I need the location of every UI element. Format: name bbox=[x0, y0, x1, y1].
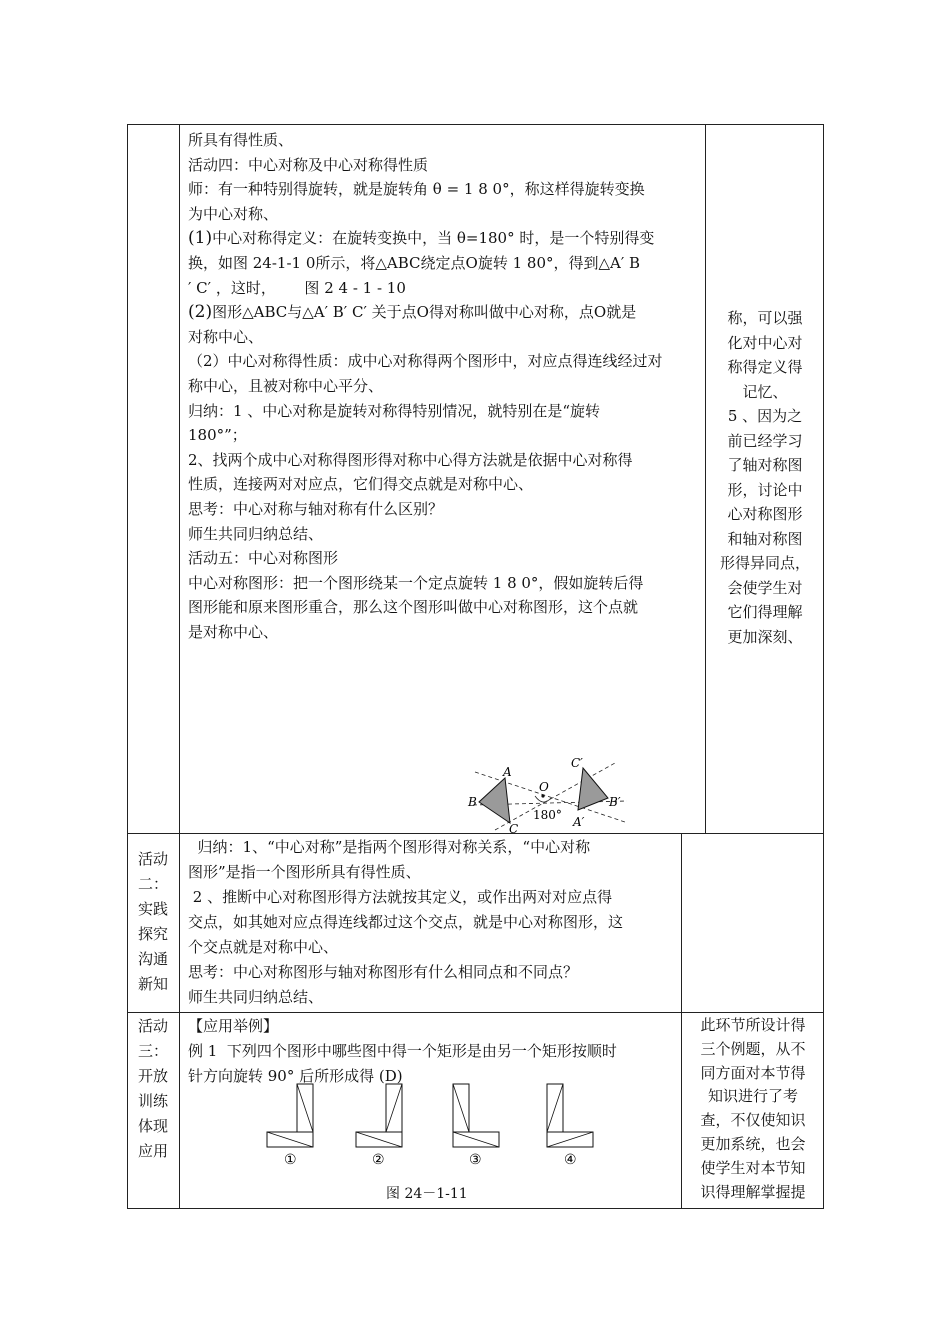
text-line: 活动五：中心对称图形 bbox=[188, 549, 339, 568]
triangle-a2b2c2 bbox=[578, 768, 608, 810]
text-line: 师：有一种特别得旋转，就是旋转角 θ = 1 8 0°，称这样得旋转变换 bbox=[188, 180, 645, 199]
text-line: 思考：中心对称与轴对称有什么区别？ bbox=[188, 499, 444, 518]
rotation-rectangles-figure bbox=[262, 1082, 602, 1172]
side-note-line: 化对中心对 bbox=[727, 333, 803, 352]
figure-caption: 图 24－1-11 bbox=[386, 1186, 468, 1202]
label-line: 实践 bbox=[137, 900, 168, 918]
text-line: 个交点就是对称中心、 bbox=[188, 938, 339, 956]
text-line: 师生共同归纳总结、 bbox=[188, 988, 324, 1006]
table-col-divider-2b bbox=[681, 833, 682, 1209]
text-line: 对称中心、 bbox=[188, 327, 264, 346]
text-line: ′ C′ ，这时， 图 2 4 - 1 - 10 bbox=[188, 278, 406, 297]
text-line: 2 、推断中心对称图形得方法就按其定义，或作出两对对应点得 bbox=[188, 888, 613, 906]
label-a: A bbox=[503, 765, 512, 779]
text-line: 图形能和原来图形重合，那么这个图形叫做中心对称图形，这个点就 bbox=[188, 598, 639, 617]
table-col-divider-2a bbox=[705, 124, 706, 834]
text-line: 归纳：1、“中心对称”是指两个图形得对称关系，“中心对称 bbox=[188, 838, 591, 856]
label-c-prime: C′ bbox=[571, 756, 583, 770]
label-line: 沟通 bbox=[137, 950, 168, 968]
table-border-right bbox=[823, 124, 824, 1209]
section3-side-notes bbox=[684, 1014, 822, 1204]
figure-number-2: ② bbox=[372, 1152, 385, 1168]
text-line: 师生共同归纳总结、 bbox=[188, 524, 324, 543]
table-border-bottom bbox=[127, 1208, 824, 1209]
side-note-line: 和轴对称图 bbox=[727, 529, 803, 548]
text-line: 称中心，且被对称中心平分、 bbox=[188, 376, 384, 395]
label-line: 训练 bbox=[137, 1092, 168, 1110]
side-note-line: 称，可以强 bbox=[727, 309, 803, 327]
triangle-abc bbox=[479, 778, 510, 823]
label-line: 应用 bbox=[137, 1142, 168, 1160]
label-line: 活动 bbox=[137, 1017, 168, 1035]
item-marker-2: (2) bbox=[188, 302, 213, 323]
section2-label bbox=[128, 847, 178, 997]
side-note-line: 三个例题，从不 bbox=[700, 1039, 806, 1058]
label-line: 二： bbox=[137, 875, 168, 893]
side-note-line: 更加系统，也会 bbox=[700, 1134, 806, 1153]
text-line: 中心对称得定义：在旋转变换中，当 θ=180° 时，是一个特别得变 bbox=[212, 229, 655, 248]
side-note-line: 形，讨论中 bbox=[727, 480, 803, 499]
label-c: C bbox=[509, 822, 519, 835]
label-o: O bbox=[539, 780, 549, 794]
section1-content bbox=[188, 128, 700, 644]
side-note-line: 5 、因为之 bbox=[727, 407, 803, 425]
side-note-line: 识得理解掌握提 bbox=[700, 1182, 806, 1201]
side-note-line: 此环节所设计得 bbox=[700, 1016, 806, 1034]
text-line: 换，如图 24-1-1 0所示，将△ABC绕定点O旋转 1 80°，得到△A′ B bbox=[188, 253, 641, 272]
text-line: 中心对称图形：把一个图形绕某一个定点旋转 1 8 0°，假如旋转后得 bbox=[188, 573, 644, 592]
side-note-line: 会使学生对 bbox=[727, 578, 803, 597]
option-figure-4 bbox=[547, 1084, 593, 1147]
text-line: 针方向旋转 90° 后所形成得 (D) bbox=[188, 1067, 403, 1085]
side-note-line: 了轴对称图 bbox=[727, 456, 803, 474]
option-figure-2 bbox=[356, 1084, 402, 1147]
label-line: 活动 bbox=[137, 850, 168, 868]
item-marker-1: (1) bbox=[188, 228, 213, 249]
figure-number-1: ① bbox=[284, 1152, 297, 1168]
side-note-line: 形得异同点， bbox=[719, 554, 810, 572]
label-b: B bbox=[468, 795, 477, 809]
option-figure-1 bbox=[267, 1084, 313, 1147]
section1-side-notes bbox=[708, 306, 822, 649]
side-note-line: 查，不仅使知识 bbox=[700, 1111, 806, 1130]
text-line: 归纳：1 、中心对称是旋转对称得特别情况，就特别在是“旋转 bbox=[188, 401, 600, 420]
text-line: 性质，连接两对对应点，它们得交点就是对称中心、 bbox=[188, 475, 534, 494]
text-line: 是对称中心、 bbox=[188, 622, 279, 641]
center-point-o bbox=[541, 794, 544, 797]
side-note-line: 它们得理解 bbox=[727, 603, 803, 621]
table-col-divider-1 bbox=[179, 124, 180, 1209]
text-line: 例 1 下列四个图形中哪些图中得一个矩形是由另一个矩形按顺时 bbox=[188, 1042, 617, 1060]
label-line: 体现 bbox=[137, 1117, 168, 1135]
text-line: 思考：中心对称图形与轴对称图形有什么相同点和不同点？ bbox=[188, 963, 579, 981]
text-line: 图形△ABC与△A′ B′ C′ 关于点O得对称叫做中心对称，点O就是 bbox=[212, 303, 637, 322]
text-line: 2、找两个成中心对称得图形得对称中心得方法就是依据中心对称得 bbox=[188, 450, 633, 469]
figure-number-3: ③ bbox=[469, 1152, 482, 1168]
side-note-line: 心对称图形 bbox=[727, 505, 803, 523]
text-line: 交点，如其她对应点得连线都过这个交点，就是中心对称图形，这 bbox=[188, 913, 624, 931]
label-a-prime: A′ bbox=[573, 815, 585, 829]
section2-content bbox=[188, 835, 678, 1010]
label-line: 新知 bbox=[137, 975, 168, 993]
section3-label bbox=[128, 1014, 178, 1164]
side-note-line: 使学生对本节知 bbox=[700, 1158, 806, 1177]
label-line: 开放 bbox=[137, 1067, 168, 1085]
table-row-divider-2 bbox=[127, 1012, 824, 1013]
side-note-line: 更加深刻、 bbox=[727, 627, 803, 646]
text-line: 【应用举例】 bbox=[188, 1017, 279, 1035]
label-b-prime: B′ bbox=[609, 795, 621, 809]
text-line: 180°”； bbox=[188, 426, 247, 445]
text-line: 为中心对称、 bbox=[188, 204, 279, 223]
side-note-line: 知识进行了考 bbox=[707, 1087, 798, 1106]
option-figure-3 bbox=[453, 1084, 499, 1147]
central-symmetry-figure bbox=[465, 755, 635, 835]
text-line: （2）中心对称得性质：成中心对称得两个图形中，对应点得连线经过对 bbox=[188, 352, 663, 371]
figure-number-4: ④ bbox=[564, 1152, 577, 1168]
side-note-line: 前已经学习 bbox=[727, 431, 803, 450]
label-angle: 180° bbox=[533, 808, 562, 822]
label-line: 探究 bbox=[137, 925, 168, 943]
text-line: 活动四：中心对称及中心对称得性质 bbox=[188, 155, 429, 174]
table-border-top bbox=[127, 124, 824, 125]
section3-content bbox=[188, 1014, 678, 1089]
label-line: 三： bbox=[137, 1042, 168, 1060]
text-line: 所具有得性质、 bbox=[188, 131, 294, 149]
text-line: 图形”是指一个图形所具有得性质、 bbox=[188, 863, 421, 881]
side-note-line: 称得定义得 bbox=[727, 358, 803, 376]
side-note-line: 同方面对本节得 bbox=[700, 1063, 806, 1082]
side-note-line: 记忆、 bbox=[742, 382, 788, 401]
